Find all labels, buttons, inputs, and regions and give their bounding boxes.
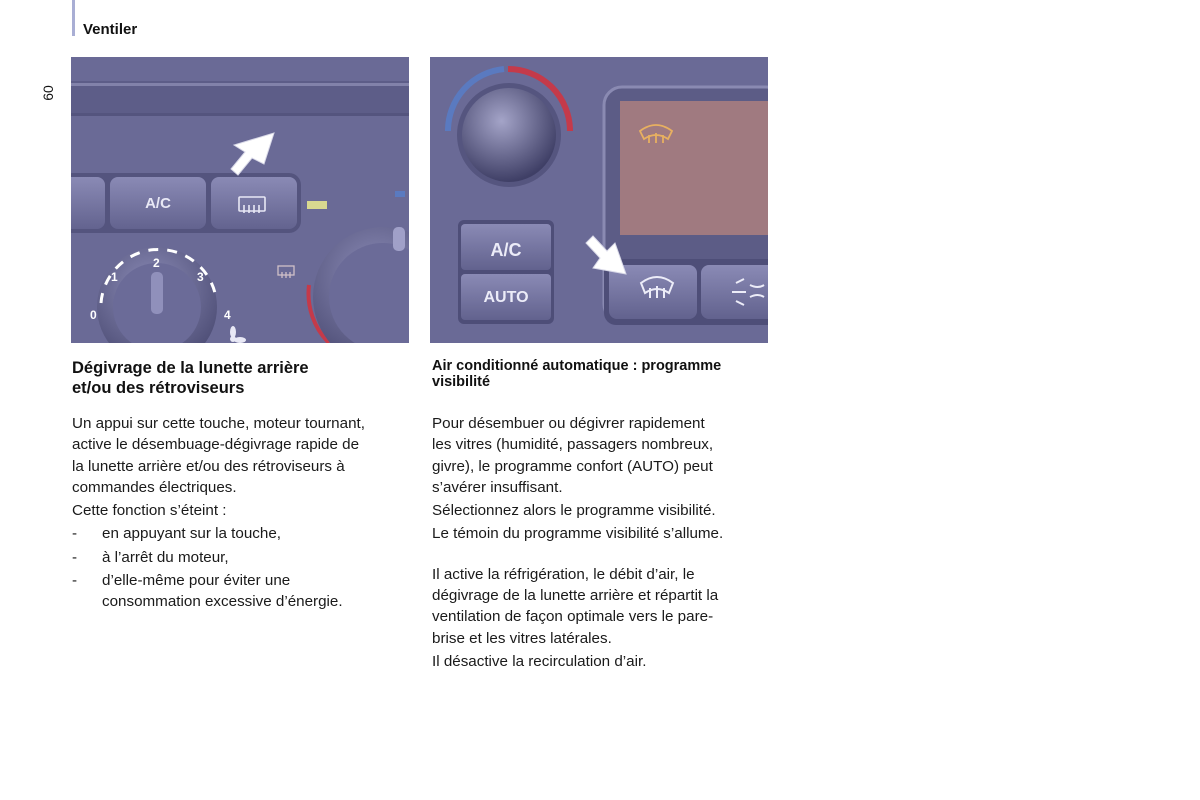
list-item-text: à l’arrêt du moteur, (102, 548, 229, 566)
text-line: Un appui sur cette touche, moteur tournant, (72, 415, 365, 432)
heading-rear-defrost (72, 358, 402, 398)
paragraph: Il désactive la recirculation d’air. (432, 652, 647, 670)
section-title: Ventiler (83, 21, 138, 38)
figure-auto-ac-panel (430, 57, 768, 343)
section-accent-bar (72, 0, 75, 36)
paragraph: Le témoin du programme visibilité s’allume. (432, 525, 724, 543)
text-line: commandes électriques. (72, 478, 237, 496)
switch-off-conditions-list (72, 523, 407, 612)
rear-defrost-panel-illustration (71, 57, 409, 343)
indicator-light (307, 201, 327, 209)
ac-button[interactable] (461, 224, 551, 270)
page-number: 60 (40, 85, 56, 101)
ac-button-label: A/C (490, 240, 522, 260)
dial-number-0: 0 (90, 308, 97, 322)
heading-line: Air conditionné automatique : programme (432, 358, 722, 374)
paragraph: Sélectionnez alors le programme visibilité. (432, 502, 716, 520)
text-line: ventilation de façon optimale vers le pare- (432, 608, 714, 626)
ac-button-label: A/C (145, 195, 171, 212)
dial-number-3: 3 (197, 270, 204, 284)
list-item (72, 523, 407, 544)
list-item (72, 547, 407, 568)
auto-ac-panel-illustration (430, 57, 768, 343)
temperature-knob[interactable] (462, 88, 556, 182)
dial-number-4: 4 (224, 308, 231, 322)
list-item-text: consommation excessive d’énergie. (102, 593, 343, 611)
auto-button-label: AUTO (483, 289, 529, 306)
paragraph (432, 564, 772, 649)
list-item (72, 570, 407, 613)
text-line: la lunette arrière et/ou des rétroviseurs à (72, 457, 345, 475)
text-line: Pour désembuer ou dégivrer rapidement (432, 415, 705, 432)
paragraph-spacer (432, 547, 772, 564)
paragraph: Cette fonction s’éteint : (72, 502, 227, 520)
text-line: active le désembuage-dégivrage rapide de (72, 436, 360, 454)
heading-line: Dégivrage de la lunette arrière (72, 359, 309, 377)
text-line: brise et les vitres latérales. (432, 629, 612, 647)
air-distribution-button[interactable] (701, 265, 768, 319)
text-line: s’avérer insuffisant. (432, 478, 563, 496)
text-line: dégivrage de la lunette arrière et répartit la (432, 587, 719, 605)
list-dash: - (72, 548, 78, 566)
heading-line: et/ou des rétroviseurs (72, 379, 245, 397)
ac-button[interactable] (110, 177, 206, 229)
list-item-text: en appuyant sur la touche, (102, 525, 282, 543)
text-line: Il active la réfrigération, le débit d’air, le (432, 565, 695, 583)
dial-number-1: 1 (111, 270, 118, 284)
text-line: givre), le programme confort (AUTO) peut (432, 457, 713, 475)
list-item-text: d’elle-même pour éviter une (102, 572, 291, 590)
heading-line: visibilité (432, 374, 491, 390)
paragraph (432, 413, 772, 498)
display-screen (620, 101, 768, 235)
dial-number-2: 2 (153, 256, 160, 270)
partial-button (71, 177, 105, 229)
text-line: les vitres (humidité, passagers nombreux, (432, 436, 714, 454)
paragraph (72, 413, 407, 498)
auto-button[interactable] (461, 274, 551, 320)
figure-rear-defrost-panel (71, 57, 409, 343)
list-dash: - (72, 572, 78, 590)
rear-defrost-button[interactable] (211, 177, 297, 229)
list-dash: - (72, 525, 78, 543)
rear-defrost-description (72, 413, 407, 615)
visibility-program-description (432, 413, 772, 674)
heading-visibility-program (432, 358, 777, 390)
